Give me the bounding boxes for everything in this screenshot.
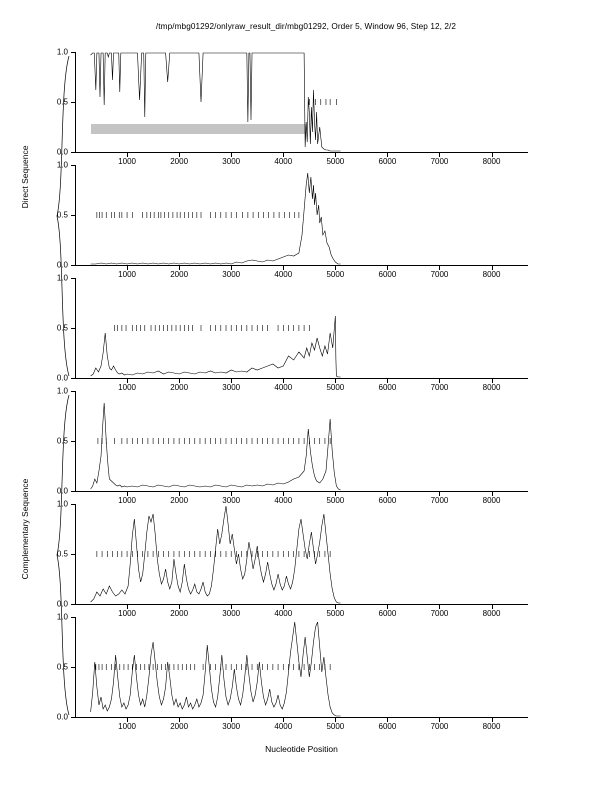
y-tick-label: 1.0 (56, 160, 68, 170)
x-tick-label: 8000 (482, 496, 501, 505)
x-tick-label: 3000 (222, 383, 241, 392)
x-tick-label: 2000 (170, 609, 189, 618)
x-tick-label: 3000 (222, 722, 241, 731)
trace-svg-5 (75, 504, 528, 605)
x-tick-label: 7000 (430, 496, 449, 505)
x-tick-label: 5000 (326, 270, 345, 279)
x-tick-label: 2000 (170, 496, 189, 505)
x-tick-label: 2000 (170, 157, 189, 166)
trace-svg-2 (75, 165, 528, 266)
x-tick-label: 7000 (430, 270, 449, 279)
chart-panel-6 (56, 612, 528, 731)
y-tick-label: 0.5 (56, 549, 68, 559)
x-tick-label: 7000 (430, 609, 449, 618)
trace-svg-1 (75, 52, 528, 153)
x-tick-label: 7000 (430, 157, 449, 166)
x-tick-label: 2000 (170, 383, 189, 392)
x-tick-label: 1000 (118, 270, 136, 279)
x-tick-label: 5000 (326, 157, 345, 166)
y-tick-label: 0.0 (56, 373, 68, 383)
x-tick-label: 2000 (170, 722, 189, 731)
x-tick-label: 1000 (118, 383, 136, 392)
x-tick-label: 1000 (118, 157, 136, 166)
x-axis-title: Nucleotide Position (265, 744, 338, 754)
series-line-1 (91, 403, 341, 490)
x-tick-label: 7000 (430, 383, 449, 392)
y-tick-label: 1.0 (56, 612, 68, 622)
y-tick-label: 0.0 (56, 147, 68, 157)
x-tick-label: 6000 (378, 722, 397, 731)
x-tick-label: 6000 (378, 157, 397, 166)
y-tick-label: 0.5 (56, 210, 68, 220)
chart-panel-1 (56, 47, 528, 166)
y-tick-label: 0.5 (56, 97, 68, 107)
chart-panel-5 (56, 499, 528, 618)
x-tick-label: 3000 (222, 270, 241, 279)
x-tick-label: 3000 (222, 496, 241, 505)
x-tick-label: 8000 (482, 609, 501, 618)
x-tick-label: 5000 (326, 722, 345, 731)
y-tick-label: 1.0 (56, 47, 68, 57)
x-tick-label: 4000 (274, 383, 293, 392)
x-tick-label: 6000 (378, 270, 397, 279)
trace-svg-6 (75, 617, 528, 718)
y-tick-label: 0.0 (56, 486, 68, 496)
x-tick-label: 8000 (482, 383, 501, 392)
x-tick-label: 6000 (378, 383, 397, 392)
x-tick-label: 4000 (274, 157, 293, 166)
x-tick-label: 5000 (326, 383, 345, 392)
y-tick-label: 0.0 (56, 712, 68, 722)
y-tick-label: 1.0 (56, 386, 68, 396)
x-tick-label: 4000 (274, 496, 293, 505)
x-tick-label: 8000 (482, 157, 501, 166)
chart-panel-2 (56, 160, 528, 279)
trace-svg-3 (75, 278, 528, 379)
y-tick-label: 0.0 (56, 260, 68, 270)
x-tick-label: 6000 (378, 496, 397, 505)
x-tick-label: 5000 (326, 496, 345, 505)
y-tick-label: 0.5 (56, 662, 68, 672)
x-tick-label: 4000 (274, 270, 293, 279)
series-line-1 (91, 173, 341, 264)
x-tick-label: 4000 (274, 609, 293, 618)
group-label-direct: Direct Sequence (20, 145, 30, 209)
x-tick-label: 8000 (482, 270, 501, 279)
group-label-complementary: Complementary Sequence (20, 478, 30, 580)
x-tick-label: 1000 (118, 609, 136, 618)
x-tick-label: 6000 (378, 609, 397, 618)
x-tick-label: 1000 (118, 496, 136, 505)
x-tick-label: 2000 (170, 270, 189, 279)
y-tick-label: 1.0 (56, 499, 68, 509)
trace-svg-4 (75, 391, 528, 492)
series-line-1 (91, 53, 341, 151)
y-tick-label: 0.5 (56, 436, 68, 446)
x-tick-label: 3000 (222, 157, 241, 166)
x-tick-label: 8000 (482, 722, 501, 731)
chart-panel-3 (56, 273, 528, 392)
x-tick-label: 1000 (118, 722, 136, 731)
x-tick-label: 4000 (274, 722, 293, 731)
y-tick-label: 1.0 (56, 273, 68, 283)
x-tick-label: 5000 (326, 609, 345, 618)
x-tick-label: 3000 (222, 609, 241, 618)
y-tick-label: 0.5 (56, 323, 68, 333)
y-tick-label: 0.0 (56, 599, 68, 609)
x-tick-label: 7000 (430, 722, 449, 731)
figure-title: /tmp/mbg01292/onlyraw_result_dir/mbg01292, Order 5, Window 96, Step 12, 2/2 (155, 22, 457, 31)
chart-panel-4 (56, 386, 528, 505)
